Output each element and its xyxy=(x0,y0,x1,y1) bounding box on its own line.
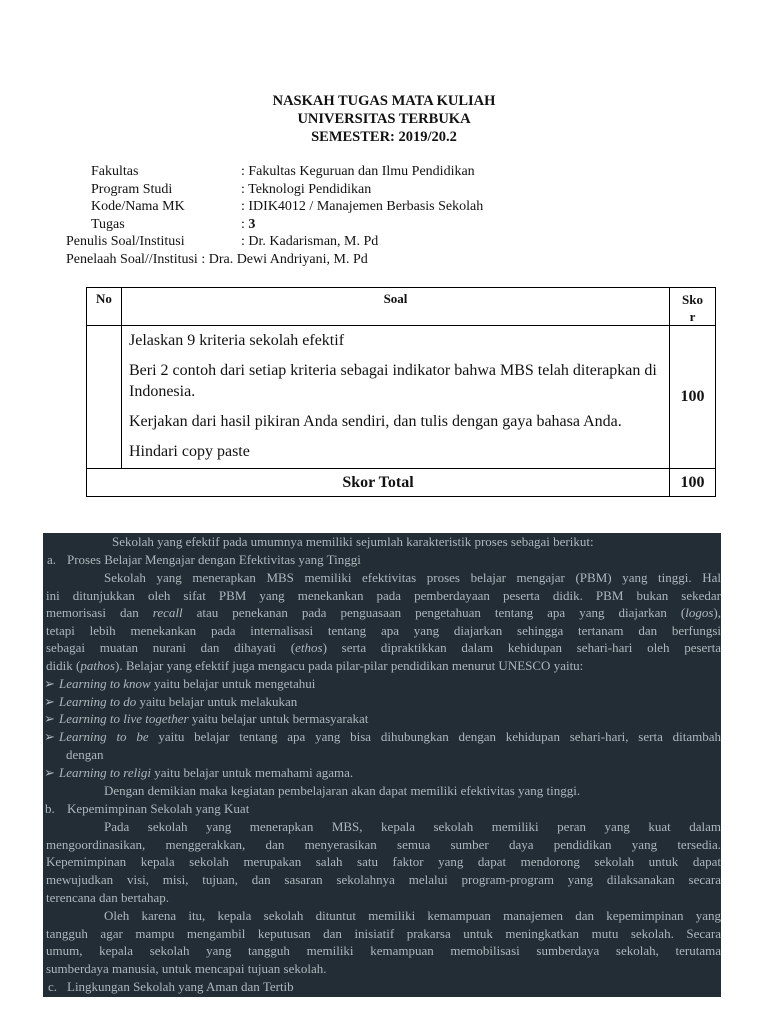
para1-line3 xyxy=(46,604,721,622)
meta-row-tugas xyxy=(0,216,768,234)
para2-line1: Pada sekolah yang menerapkan MBS, kepala sekolah memiliki peran yang kuat dalam xyxy=(104,819,721,834)
text-run: ) serta dipraktikkan dalam kehidupan sehari-hari oleh peserta xyxy=(322,640,721,655)
col-skor-header xyxy=(670,288,716,326)
para1-line5 xyxy=(46,639,721,657)
skor-header-part1: Sko xyxy=(682,292,703,307)
meta-row-kode xyxy=(0,198,768,216)
bullet-arrow-icon: ➢ xyxy=(44,694,55,709)
meta-label: Kode/Nama MK xyxy=(91,199,185,215)
list-desc: yaitu belajar untuk memahami agama. xyxy=(150,765,354,780)
para1-line1: Sekolah yang menerapkan MBS memiliki efektivitas proses belajar mengajar (PBM) yang tinggi. Hal xyxy=(104,570,721,585)
question-cell xyxy=(122,326,670,469)
para3-line4: sumberdaya manusia, untuk mencapai tujuan sekolah. xyxy=(46,961,327,976)
list-term: Learning to live together xyxy=(59,711,189,726)
meta-label: Fakultas xyxy=(91,164,139,179)
meta-colon: : xyxy=(241,216,249,232)
text-run: atau penekanan pada penguasaan pengetahuan tentang apa yang diajarkan ( xyxy=(182,605,686,620)
text-run: ). Belajar yang efektif juga mengacu pada pilar-pilar pendidikan menurut UNESCO yaitu: xyxy=(114,658,584,673)
para3-line3: umum, kepala sekolah yang tangguh memiliki kemampuan memobilisasi sumberdaya sekolah, terutama xyxy=(46,943,721,958)
question-2: Beri 2 contoh dari setiap kriteria sebagai indikator bahwa MBS telah diterapkan di Indonesia. xyxy=(129,362,657,400)
title-line-3: SEMESTER: 2019/20.2 xyxy=(311,129,457,145)
meta-penelaah: Penelaah Soal//Institusi : Dra. Dewi Andriyani, M. Pd xyxy=(66,251,368,267)
meta-row-penulis xyxy=(0,233,768,251)
title-line-1: NASKAH TUGAS MATA KULIAH xyxy=(272,93,496,109)
list-term: Learning to be xyxy=(59,729,149,744)
col-soal-header: Soal xyxy=(122,288,670,326)
list-item-continuation: dengan xyxy=(66,747,104,762)
meta-label: Penulis Soal/Institusi xyxy=(66,234,185,250)
bullet-arrow-icon: ➢ xyxy=(44,729,55,744)
para3-line2: tangguh agar mampu mengambil keputusan dan inisiatif prakarsa untuk meningkatkan mutu sekolah. Secara xyxy=(46,926,721,941)
document-title xyxy=(0,92,768,146)
meta-value xyxy=(241,216,255,234)
list-desc: yaitu belajar untuk melakukan xyxy=(136,694,298,709)
section-b-title: Kepemimpinan Sekolah yang Kuat xyxy=(67,801,250,816)
section-c-title: Lingkungan Sekolah yang Aman dan Tertib xyxy=(67,979,294,994)
bullet-arrow-icon: ➢ xyxy=(44,676,55,691)
question-number-cell xyxy=(87,326,122,469)
meta-label: Tugas xyxy=(91,216,125,232)
section-b-marker: b. xyxy=(45,801,55,816)
text-run: memorisasi dan xyxy=(46,605,153,620)
meta-value: : Dr. Kadarisman, M. Pd xyxy=(241,234,379,250)
text-run: ), xyxy=(713,605,721,620)
section-c-marker: c. xyxy=(48,979,58,994)
para3-line1: Oleh karena itu, kepala sekolah dituntut memiliki kemampuan manajemen dan kepemimpinan yang xyxy=(104,908,721,923)
list-term: Learning to religi xyxy=(59,765,151,780)
meta-row-penelaah xyxy=(0,251,768,269)
text-run-italic: pathos xyxy=(80,658,115,673)
meta-value: : Fakultas Keguruan dan Ilmu Pendidikan xyxy=(241,164,475,179)
bullet-arrow-icon: ➢ xyxy=(44,765,55,780)
list-term: Learning to do xyxy=(59,694,137,709)
total-label: Skor Total xyxy=(87,469,670,497)
section-a-marker: a. xyxy=(47,552,57,567)
list-term: Learning to know xyxy=(59,676,151,691)
col-no-header: No xyxy=(87,288,122,326)
meta-value: : Teknologi Pendidikan xyxy=(241,181,372,197)
skor-header-part2: r xyxy=(689,309,696,324)
answer-highlighted-block xyxy=(43,533,721,997)
meta-row-fakultas xyxy=(0,163,768,181)
meta-row-prodi xyxy=(0,181,768,199)
metadata-block xyxy=(0,163,768,269)
meta-value: : IDIK4012 / Manajemen Berbasis Sekolah xyxy=(241,199,484,215)
table-header-row xyxy=(87,288,716,326)
bullet-arrow-icon: ➢ xyxy=(44,711,55,726)
section-a-title: Proses Belajar Mengajar dengan Efektivitas yang Tinggi xyxy=(67,552,361,567)
question-score: 100 xyxy=(670,326,716,469)
list-desc: yaitu belajar untuk bermasyarakat xyxy=(188,711,369,726)
title-line-2: UNIVERSITAS TERBUKA xyxy=(297,111,471,127)
section-a-conclusion: Dengan demikian maka kegiatan pembelajaran akan dapat memiliki efektivitas yang tinggi. xyxy=(104,783,581,798)
tugas-number: 3 xyxy=(248,216,256,232)
para1-line4: tetapi lebih menekankan pada internalisasi tentang apa yang diajarkan sehingga tertanam dan berfungsi xyxy=(46,623,721,638)
para1-line2: ini ditunjukkan oleh sifat PBM yang menekankan pada pemberdayaan peserta didik. PBM bukan sekedar xyxy=(46,588,721,603)
para2-line5: terencana dan bertahap. xyxy=(46,890,170,905)
question-4: Hindari copy paste xyxy=(129,443,250,460)
total-row xyxy=(87,469,716,497)
total-value: 100 xyxy=(670,469,716,497)
para1-line6 xyxy=(46,657,721,675)
text-run: didik ( xyxy=(46,658,81,673)
text-run-italic: logos xyxy=(685,605,714,620)
meta-label: Program Studi xyxy=(91,181,173,197)
question-table xyxy=(86,287,716,497)
para2-line2: mengoordinasikan, menggerakkan, dan menyerasikan semua sumber daya pendidikan yang tersedia. xyxy=(46,837,721,852)
para2-line4: mewujudkan visi, misi, tujuan, dan sasaran sekolahnya melalui program-program yang dilaksanakan secara xyxy=(46,872,721,887)
list-desc: yaitu belajar tentang apa yang bisa dihubungkan dengan kehidupan sehari-hari, serta ditambah xyxy=(148,729,721,744)
question-1: Jelaskan 9 kriteria sekolah efektif xyxy=(129,332,345,349)
text-run-italic: recall xyxy=(152,605,183,620)
text-run-italic: ethos xyxy=(295,640,323,655)
text-run: sebagai muatan nurani dan dihayati ( xyxy=(46,640,296,655)
question-row xyxy=(87,326,716,469)
answer-intro: Sekolah yang efektif pada umumnya memiliki sejumlah karakteristik proses sebagai berikut: xyxy=(112,534,594,549)
para2-line3: Kepemimpinan kepala sekolah merupakan salah satu faktor yang dapat mendorong sekolah untuk dapat xyxy=(46,854,721,869)
list-desc: yaitu belajar untuk mengetahui xyxy=(150,676,316,691)
question-3: Kerjakan dari hasil pikiran Anda sendiri, dan tulis dengan gaya bahasa Anda. xyxy=(129,413,622,430)
